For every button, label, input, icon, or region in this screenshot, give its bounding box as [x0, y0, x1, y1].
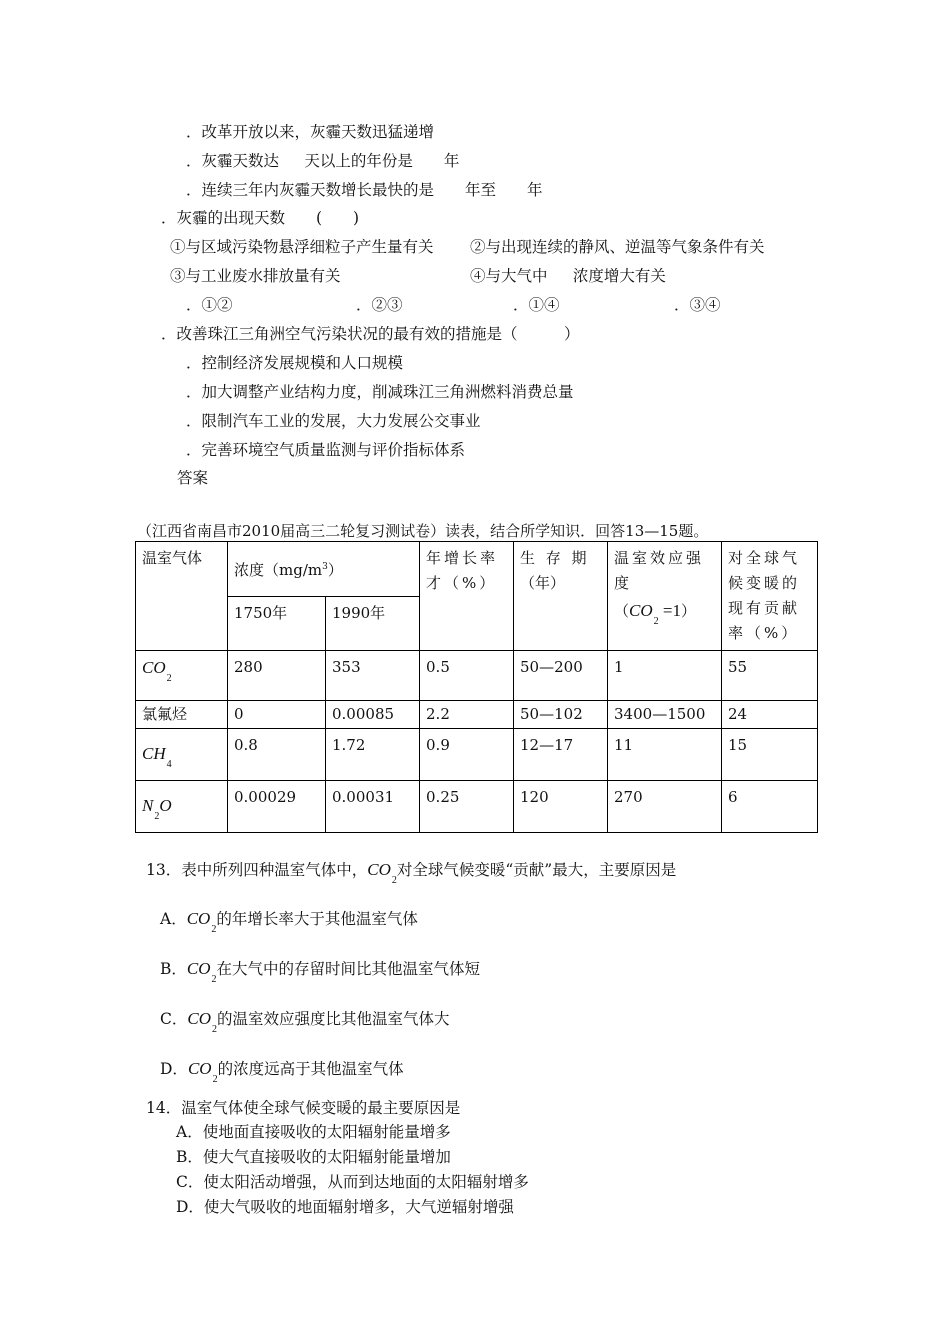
cell-contrib: 55 — [722, 651, 818, 701]
cell-life: 120 — [514, 781, 608, 833]
prev-item-1: ．改革开放以来，灰霾天数迅猛递增 — [186, 123, 435, 141]
table-row — [136, 701, 818, 729]
cell-life: 50—200 — [514, 651, 608, 701]
cell-1750: 0 — [228, 701, 326, 729]
measure-option-d: ．完善环境空气质量监测与评价指标体系 — [186, 441, 466, 459]
cell-rate: 0.5 — [420, 651, 514, 701]
cell-ghe: 270 — [608, 781, 722, 833]
measure-option-c: ．限制汽车工业的发展，大力发展公交事业 — [186, 412, 481, 430]
cell-contrib: 24 — [722, 701, 818, 729]
table-row — [136, 651, 818, 701]
prev-item-3: ．连续三年内灰霾天数增长最快的是 年至 年 — [186, 181, 543, 199]
q14-option-b: B．使大气直接吸收的太阳辐射能量增加 — [176, 1148, 451, 1166]
cell-life: 50—102 — [514, 701, 608, 729]
q13-stem: 13．表中所列四种温室气体中，$CO_2$对全球气候变暖“贡献”最大，主要原因是 — [146, 860, 677, 886]
cell-1990: 0.00031 — [326, 781, 420, 833]
cell-1990: 0.00085 — [326, 701, 420, 729]
header-gas: 温室气体 — [136, 542, 228, 651]
header-greenhouse-effect: 温室效应强度 $(CO_2 =1)$ — [608, 542, 722, 651]
q14-stem: 14．温室气体使全球气候变暖的最主要原因是 — [146, 1099, 461, 1117]
q13-option-a: A．$CO_2$的年增长率大于其他温室气体 — [160, 909, 418, 935]
greenhouse-gas-table — [135, 541, 818, 833]
fog-statement-1: ①与区域污染物悬浮细粒子产生量有关 — [170, 238, 434, 256]
fog-option-d: ．③④ — [674, 296, 721, 314]
table-intro: （江西省南昌市2010届高三二轮复习测试卷）读表，结合所学知识．回答13—15题。 — [137, 522, 709, 540]
cell-rate: 2.2 — [420, 701, 514, 729]
q13-option-b: B．$CO_2$在大气中的存留时间比其他温室气体短 — [160, 959, 481, 985]
cell-rate: 0.25 — [420, 781, 514, 833]
measure-option-b: ．加大调整产业结构力度，削减珠江三角洲燃料消费总量 — [186, 383, 574, 401]
q14-option-a: A．使地面直接吸收的太阳辐射能量增多 — [176, 1123, 451, 1141]
q14-option-c: C．使太阳活动增强，从而到达地面的太阳辐射增多 — [176, 1173, 529, 1191]
cell-ghe: 1 — [608, 651, 722, 701]
fog-option-a: ．①② — [186, 296, 233, 314]
cell-life: 12—17 — [514, 729, 608, 781]
gas-name: $CH_4$ — [136, 729, 228, 781]
fog-question-stem: ．灰霾的出现天数 ( ) — [161, 209, 360, 227]
fog-statement-3: ③与工业废水排放量有关 — [170, 267, 341, 285]
gas-name: $N_2O$ — [136, 781, 228, 833]
cell-1990: 1.72 — [326, 729, 420, 781]
cell-contrib: 6 — [722, 781, 818, 833]
cell-ghe: 11 — [608, 729, 722, 781]
cell-ghe: 3400—1500 — [608, 701, 722, 729]
header-1750: 1750年 — [228, 596, 326, 651]
prev-item-2: ．灰霾天数达 天以上的年份是 年 — [186, 152, 460, 170]
header-growth-rate: 年增长率才（%） — [420, 542, 514, 651]
q13-option-d: D．$CO_2$的浓度远高于其他温室气体 — [160, 1059, 404, 1085]
cell-1750: 0.00029 — [228, 781, 326, 833]
cell-rate: 0.9 — [420, 729, 514, 781]
gas-name: $CO_2$ — [136, 651, 228, 701]
q13-option-c: C．$CO_2$的温室效应强度比其他温室气体大 — [160, 1009, 450, 1035]
header-1990: 1990年 — [326, 596, 420, 651]
fog-option-c: ．①④ — [513, 296, 560, 314]
cell-1750: 0.8 — [228, 729, 326, 781]
gas-name: 氯氟烃 — [136, 701, 228, 729]
table-row — [136, 781, 818, 833]
header-concentration: 浓度$(mg/m^3)$ — [228, 542, 420, 597]
q14-option-d: D．使大气吸收的地面辐射增多，大气逆辐射增强 — [176, 1198, 514, 1216]
cell-1990: 353 — [326, 651, 420, 701]
fog-statement-2: ②与出现连续的静风、逆温等气象条件有关 — [470, 238, 765, 256]
cell-1750: 280 — [228, 651, 326, 701]
measure-question-stem: ．改善珠江三角洲空气污染状况的最有效的措施是（ ） — [161, 325, 580, 343]
measure-option-a: ．控制经济发展规模和人口规模 — [186, 354, 404, 372]
header-lifetime: 生 存 期 （年） — [514, 542, 608, 651]
fog-option-b: ．②③ — [356, 296, 403, 314]
table-row — [136, 729, 818, 781]
header-contribution: 对全球气候变暖的现有贡献率（%） — [722, 542, 818, 651]
fog-statement-4: ④与大气中 浓度增大有关 — [470, 267, 666, 285]
answer-label: 答案 — [177, 469, 209, 487]
cell-contrib: 15 — [722, 729, 818, 781]
